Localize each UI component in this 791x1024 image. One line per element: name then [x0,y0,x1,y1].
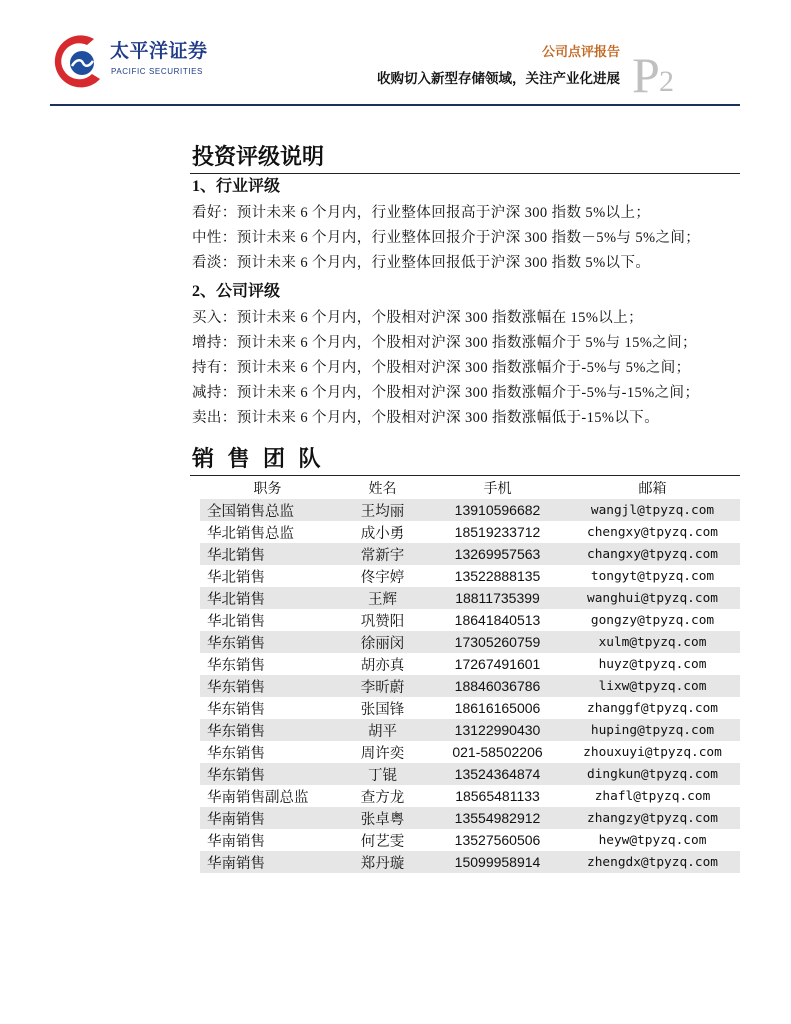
table-row [200,587,740,609]
name-cell: 周许奕 [360,745,405,762]
industry-rating-item: 中性：预计未来 6 个月内，行业整体回报介于沪深 300 指数－5%与 5%之间； [192,230,701,246]
email-cell: changxy@tpyzq.com [587,546,718,562]
table-row [200,653,740,675]
phone-cell: 13269957563 [454,546,541,562]
phone-cell: 13527560506 [454,832,541,848]
phone-cell: 18565481133 [455,788,540,804]
name-cell: 何艺雯 [360,833,405,850]
name-cell: 张卓粤 [360,811,405,828]
rating-section-divider [190,173,740,174]
table-row [200,719,740,741]
column-header-role: 职务 [253,482,282,497]
email-cell: tongyt@tpyzq.com [590,568,715,584]
role-cell: 华东销售 [207,701,265,718]
company-rating-item: 减持：预计未来 6 个月内，个股相对沪深 300 指数涨幅介于-5%与-15%之间； [192,385,700,401]
table-row [200,675,740,697]
phone-cell: 18616165006 [454,700,541,716]
industry-rating-item: 看淡：预计未来 6 个月内，行业整体回报低于沪深 300 指数 5%以下。 [192,255,651,271]
role-cell: 华东销售 [207,723,265,740]
name-cell: 胡平 [368,723,397,740]
email-cell: xulm@tpyzq.com [598,634,707,650]
phone-cell: 021-58502206 [452,744,543,760]
role-cell: 华东销售 [207,767,265,784]
email-cell: zhangzy@tpyzq.com [587,810,718,826]
name-cell: 张国锋 [360,701,405,718]
email-cell: huping@tpyzq.com [590,722,715,738]
role-cell: 华北销售 [207,591,265,608]
table-row [200,741,740,763]
phone-cell: 13554982912 [454,810,541,826]
name-cell: 查方龙 [360,789,405,806]
role-cell: 华南销售 [207,811,265,828]
name-cell: 王辉 [368,591,397,608]
rating-section-title: 投资评级说明 [192,144,325,169]
sales-section-divider [190,475,740,476]
table-row [200,565,740,587]
table-row [200,543,740,565]
name-cell: 徐丽闵 [360,635,405,652]
table-row [200,631,740,653]
name-cell: 佟宇婷 [360,569,405,586]
name-cell: 巩赞阳 [360,613,405,630]
email-cell: zhanggf@tpyzq.com [587,700,718,716]
report-title: 收购切入新型存储领域，关注产业化进展 [377,71,620,86]
phone-cell: 13524364874 [454,766,541,782]
brand-name-en: PACIFIC SECURITIES [111,67,203,76]
role-cell: 华南销售副总监 [207,789,309,806]
name-cell: 成小勇 [360,525,405,542]
email-cell: chengxy@tpyzq.com [587,524,718,540]
pacific-securities-logo-icon [54,31,106,89]
phone-cell: 18641840513 [454,612,541,628]
email-cell: zhengdx@tpyzq.com [587,854,718,870]
phone-cell: 13122990430 [454,722,541,738]
company-rating-item: 持有：预计未来 6 个月内，个股相对沪深 300 指数涨幅介于-5%与 5%之间； [192,360,691,376]
table-row [200,521,740,543]
email-cell: wanghui@tpyzq.com [587,590,718,606]
brand-name: 太平洋证券 [110,40,208,62]
email-cell: wangjl@tpyzq.com [590,502,715,518]
name-cell: 王均丽 [360,503,405,520]
industry-rating-heading: 1、行业评级 [192,178,281,195]
email-cell: gongzy@tpyzq.com [590,612,715,628]
role-cell: 华北销售 [207,569,265,586]
name-cell: 李昕蔚 [360,679,405,696]
header-divider [50,104,740,106]
name-cell: 丁锟 [368,767,397,784]
column-header-name: 姓名 [368,482,397,497]
email-cell: heyw@tpyzq.com [598,832,707,848]
phone-cell: 18846036786 [454,678,541,694]
company-rating-item: 买入：预计未来 6 个月内，个股相对沪深 300 指数涨幅在 15%以上； [192,310,644,326]
name-cell: 胡亦真 [360,657,405,674]
phone-cell: 17267491601 [454,656,541,672]
role-cell: 全国销售总监 [207,503,294,520]
email-cell: dingkun@tpyzq.com [587,766,718,782]
report-type-label: 公司点评报告 [541,44,620,59]
table-row [200,499,740,521]
role-cell: 华北销售总监 [207,525,294,542]
company-rating-heading: 2、公司评级 [192,283,281,300]
page-marker-prefix: P [632,47,660,103]
table-row [200,851,740,873]
role-cell: 华东销售 [207,657,265,674]
page-number: 2 [659,65,674,98]
column-header-phone: 手机 [483,482,512,497]
sales-section-title: 销 售 团 队 [192,446,325,471]
phone-cell: 18519233712 [454,524,541,540]
phone-cell: 18811735399 [455,590,540,606]
name-cell: 郑丹璇 [360,855,405,872]
table-row [200,785,740,807]
phone-cell: 13522888135 [454,568,541,584]
table-row [200,609,740,631]
email-cell: lixw@tpyzq.com [598,678,707,694]
role-cell: 华北销售 [207,547,265,564]
phone-cell: 17305260759 [454,634,541,650]
role-cell: 华东销售 [207,635,265,652]
role-cell: 华北销售 [207,613,265,630]
company-rating-item: 卖出：预计未来 6 个月内，个股相对沪深 300 指数涨幅低于-15%以下。 [192,410,660,426]
role-cell: 华南销售 [207,855,265,872]
table-row [200,697,740,719]
company-rating-item: 增持：预计未来 6 个月内，个股相对沪深 300 指数涨幅介于 5%与 15%之间； [192,335,697,351]
table-header-row [200,477,740,499]
sales-team-table [200,477,740,873]
email-cell: zhouxuyi@tpyzq.com [583,744,722,760]
role-cell: 华东销售 [207,679,265,696]
email-cell: zhafl@tpyzq.com [594,788,711,804]
table-row [200,807,740,829]
phone-cell: 15099958914 [454,854,541,870]
role-cell: 华南销售 [207,833,265,850]
phone-cell: 13910596682 [454,502,541,518]
table-row [200,829,740,851]
email-cell: huyz@tpyzq.com [598,656,707,672]
table-row [200,763,740,785]
role-cell: 华东销售 [207,745,265,762]
name-cell: 常新宇 [360,547,405,564]
column-header-email: 邮箱 [638,482,667,497]
industry-rating-item: 看好：预计未来 6 个月内，行业整体回报高于沪深 300 指数 5%以上； [192,205,651,221]
